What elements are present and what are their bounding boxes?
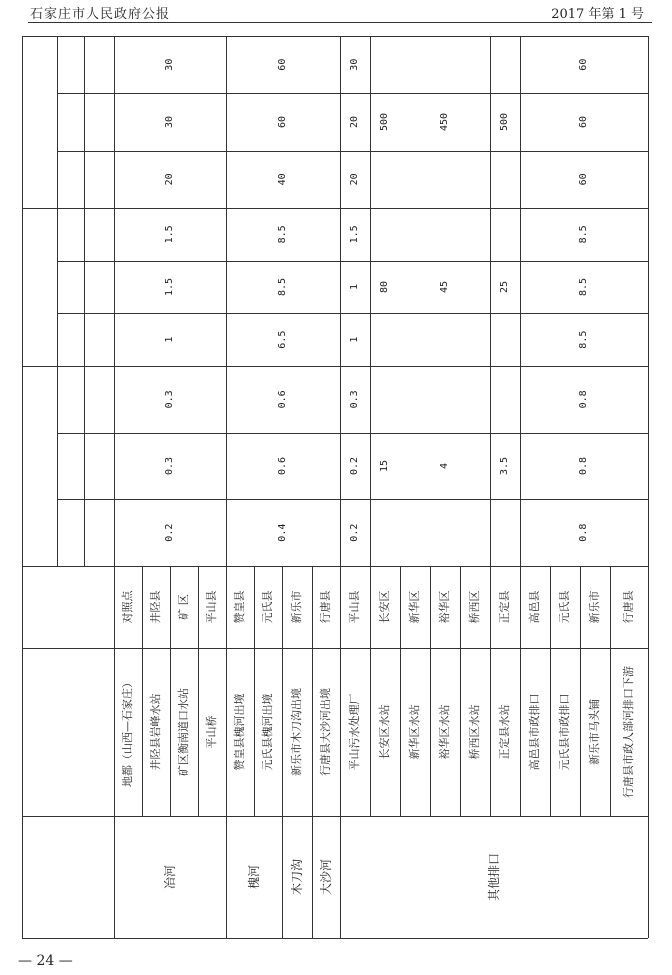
unit-cell: 矿 区 xyxy=(177,594,190,620)
tp_ps-2016: 0.3 xyxy=(349,390,360,409)
cod-changan: 500 xyxy=(379,112,390,132)
unit-cell: 正定县 xyxy=(498,590,511,624)
grid-line xyxy=(610,566,611,816)
cod_yehe-2018: 20 xyxy=(164,173,175,186)
river-cell: 冶河 xyxy=(163,864,177,890)
cod_gy-2018: 60 xyxy=(578,173,589,186)
cod_ps-2017: 20 xyxy=(349,115,360,129)
section-cell: 裕华区水站 xyxy=(438,704,451,760)
cod_gy-2016: 60 xyxy=(578,58,589,71)
cod_yehe-2017: 30 xyxy=(164,115,175,129)
journal-title: 石家庄市人民政府公报 xyxy=(30,7,171,22)
cod-central: 450 xyxy=(439,112,450,132)
nh-changan: 80 xyxy=(379,280,390,294)
river-cell: 木刀沟 xyxy=(290,858,304,896)
grid-line xyxy=(142,566,143,816)
nh_yehe-2016: 1.5 xyxy=(164,225,175,244)
nh_gy-2016: 8.5 xyxy=(578,225,589,244)
section-cell: 长安区水站 xyxy=(378,704,391,760)
grid-line xyxy=(460,566,461,816)
section-cell: 桥西区水站 xyxy=(468,704,481,760)
unit-cell: 桥西区 xyxy=(468,590,481,624)
cod_huai-2016: 60 xyxy=(277,58,288,71)
grid-line xyxy=(312,566,313,816)
river-cell: 槐河 xyxy=(247,864,261,890)
grid-line xyxy=(340,816,341,938)
grid-line xyxy=(648,36,649,938)
section-cell: 新乐市马头铺 xyxy=(588,699,601,765)
grid-line xyxy=(340,566,341,816)
grid-line xyxy=(254,566,255,816)
tp_yehe-2018: 0.2 xyxy=(164,523,175,542)
grid-line xyxy=(198,566,199,816)
grid-line xyxy=(170,566,171,816)
grid-line xyxy=(312,816,313,938)
tp-changan: 15 xyxy=(379,459,390,473)
unit-cell: 长安区 xyxy=(378,590,391,624)
grid-line xyxy=(84,36,85,566)
grid-line xyxy=(282,816,283,938)
cod_gy-2017: 60 xyxy=(578,115,589,129)
unit-cell: 井陉县 xyxy=(149,590,162,624)
tp-central: 4 xyxy=(439,462,450,470)
section-cell: 地都（山西—石家庄） xyxy=(121,677,134,787)
nh_huai-2018: 6.5 xyxy=(277,330,288,349)
grid-line xyxy=(490,36,491,566)
cod_ps-2018: 20 xyxy=(349,173,360,186)
nh-central: 45 xyxy=(439,280,450,294)
grid-line xyxy=(370,566,371,816)
section-cell: 高邑县市政排口 xyxy=(528,693,541,771)
header-rule xyxy=(28,22,652,23)
tp_huai-2017: 0.6 xyxy=(277,456,288,476)
grid-line xyxy=(490,566,491,816)
unit-cell: 新乐市 xyxy=(588,590,601,624)
nh_huai-2016: 8.5 xyxy=(277,225,288,244)
nh-zhengding: 25 xyxy=(499,280,510,294)
grid-line xyxy=(370,36,371,566)
grid-line xyxy=(22,938,648,939)
grid-line xyxy=(57,433,648,434)
section-cell: 赞皇县槐河出境 xyxy=(233,693,246,771)
grid-line xyxy=(57,93,648,94)
grid-line xyxy=(22,816,648,817)
grid-line xyxy=(57,36,58,566)
tp_yehe-2016: 0.3 xyxy=(164,390,175,409)
grid-line xyxy=(22,36,648,37)
grid-line xyxy=(520,36,521,566)
unit-cell: 高邑县 xyxy=(528,590,541,624)
section-cell: 平山污水处理厂 xyxy=(348,693,361,771)
unit-cell: 行唐县 xyxy=(319,590,332,624)
unit-cell: 元氏县 xyxy=(261,590,274,624)
nh_ps-2018: 1 xyxy=(349,336,360,343)
section-cell: 新华区水站 xyxy=(408,704,421,760)
grid-line xyxy=(340,36,341,566)
tp_huai-2016: 0.6 xyxy=(277,390,288,409)
grid-line xyxy=(550,566,551,816)
grid-line xyxy=(114,36,115,938)
tp_gy-2018: 0.8 xyxy=(578,523,589,542)
river-cell: 其他排口 xyxy=(487,852,501,902)
grid-line xyxy=(57,499,648,500)
nh_huai-2017: 8.5 xyxy=(277,277,288,297)
grid-line xyxy=(22,648,648,649)
tp_gy-2016: 0.8 xyxy=(578,390,589,409)
grid-line xyxy=(22,208,648,209)
unit-cell: 新乐市 xyxy=(290,590,303,624)
grid-line xyxy=(57,151,648,152)
cod-zhengding: 500 xyxy=(499,112,510,132)
page-number: — 24 — xyxy=(18,953,73,969)
unit-cell: 行唐县 xyxy=(622,590,635,624)
section-cell: 元氏县市政排口 xyxy=(558,693,571,771)
issue-number: 2017 年第 1 号 xyxy=(551,7,644,22)
tp_ps-2017: 0.2 xyxy=(349,456,360,476)
grid-line xyxy=(226,36,227,566)
tp_yehe-2017: 0.3 xyxy=(164,456,175,476)
river-cell: 大沙河 xyxy=(319,858,333,896)
nh_ps-2017: 1 xyxy=(349,283,360,291)
section-cell: 行唐县大沙河出境 xyxy=(319,688,332,776)
grid-line xyxy=(22,566,648,567)
tp_ps-2018: 0.2 xyxy=(349,523,360,542)
grid-line xyxy=(57,313,648,314)
section-cell: 行唐县市政人部河排口下游 xyxy=(622,666,635,798)
grid-line xyxy=(400,566,401,816)
grid-line xyxy=(57,261,648,262)
tp-zhengding: 3.5 xyxy=(499,456,510,476)
unit-cell: 新华区 xyxy=(408,590,421,624)
grid-line xyxy=(22,36,23,938)
section-cell: 新乐市木刀沟出境 xyxy=(290,688,303,776)
unit-cell: 元氏县 xyxy=(558,590,571,624)
tp_huai-2018: 0.4 xyxy=(277,523,288,542)
grid-line xyxy=(22,366,648,367)
grid-line xyxy=(282,566,283,816)
cod_yehe-2016: 30 xyxy=(164,58,175,71)
nh_yehe-2017: 1.5 xyxy=(164,277,175,297)
unit-cell: 平山县 xyxy=(348,590,361,624)
grid-line xyxy=(520,566,521,816)
unit-cell: 平山县 xyxy=(205,590,218,624)
section-cell: 平山桥 xyxy=(205,715,218,749)
section-cell: 井陉县岩峰水站 xyxy=(149,693,162,771)
nh_yehe-2018: 1 xyxy=(164,336,175,343)
nh_ps-2016: 1.5 xyxy=(349,225,360,244)
cod_ps-2016: 30 xyxy=(349,58,360,71)
section-cell: 矿区衡南道口水站 xyxy=(177,688,190,776)
unit-cell: 裕华区 xyxy=(438,590,451,624)
grid-line xyxy=(430,566,431,816)
grid-line xyxy=(226,816,227,938)
grid-line xyxy=(226,566,227,816)
unit-cell: 对照点 xyxy=(121,590,134,624)
nh_gy-2017: 8.5 xyxy=(578,277,589,297)
grid-line xyxy=(580,566,581,816)
tp_gy-2017: 0.8 xyxy=(578,456,589,476)
cod_huai-2017: 60 xyxy=(277,115,288,129)
section-cell: 元氏县槐河出境 xyxy=(261,693,274,771)
nh_gy-2018: 8.5 xyxy=(578,330,589,349)
unit-cell: 赞皇县 xyxy=(233,590,246,624)
cod_huai-2018: 40 xyxy=(277,173,288,186)
section-cell: 正定县水站 xyxy=(498,704,511,760)
